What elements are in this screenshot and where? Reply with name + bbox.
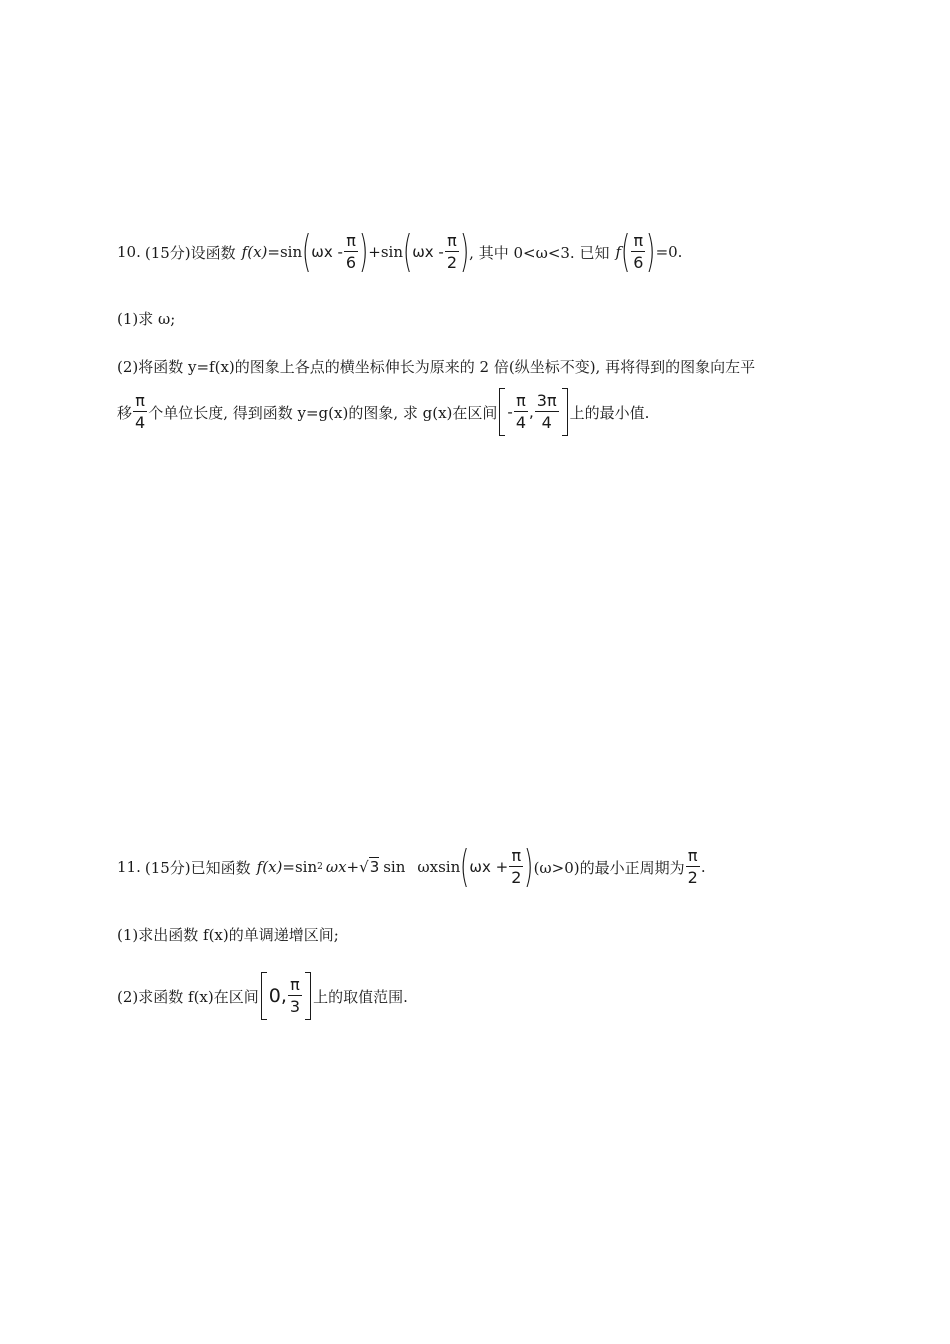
q10-paren-open-3: (	[620, 226, 631, 277]
q11-part1	[117, 924, 339, 945]
q10-part2-move: 移	[117, 403, 133, 422]
q10-bracket-open	[499, 388, 505, 436]
q10-frac-pi-6	[344, 233, 358, 271]
q10-part1	[117, 308, 175, 329]
q11-frac-pi-3	[288, 977, 302, 1015]
q10-paren-close-3: )	[646, 226, 656, 277]
q11-fx: f(x)	[256, 858, 283, 876]
q10-part2-mid: 个单位长度, 得到函数 y=g(x)的图象, 求 g(x)在区间	[148, 403, 498, 422]
q11-number: 11.	[117, 858, 141, 876]
q11-bracket-close	[305, 972, 311, 1020]
q11-sin: sin	[383, 858, 406, 876]
q10-frac-pi-6-den: 6	[345, 253, 357, 272]
q11-frac-pi-2-b-num: π	[687, 846, 698, 865]
q11-period-end: .	[700, 858, 706, 876]
q10-frac-pi-4	[133, 393, 147, 431]
q10-part1-text: (1)求 ω;	[117, 310, 176, 328]
q11-part2	[117, 972, 408, 1020]
q10-paren-close-2: )	[459, 226, 470, 277]
q10-frac-pi-4-den: 4	[135, 413, 146, 432]
q11-frac-pi-3-den: 3	[289, 997, 301, 1016]
q10-bracket-close	[562, 388, 568, 436]
q10-frac-3pi-4-den: 4	[541, 413, 552, 432]
q10-part2-line2	[117, 388, 649, 436]
q10-frac-pi-4-num: π	[135, 391, 145, 410]
q11-omega-x-sin: ωxsin	[417, 858, 461, 876]
q10-plus-sin: +sin	[368, 243, 404, 261]
q11-intro: 已知函数	[190, 858, 251, 877]
q11-part2-start: (2)求函数 f(x)在区间	[117, 987, 259, 1006]
q10-paren-open-1: (	[301, 226, 312, 277]
q11-frac-pi-2-b-den: 2	[687, 868, 698, 887]
q10-paren-open-2: (	[402, 226, 413, 277]
q11-interval-comma: ,	[280, 985, 287, 1007]
q11-frac-pi-2-a-den: 2	[511, 868, 522, 887]
q10-neg-sign: -	[507, 403, 513, 421]
q10-frac-neg-pi-4-num: π	[516, 391, 526, 410]
q10-omega-x-minus-2: ωx -	[412, 243, 444, 261]
q10-frac-pi-2-den: 2	[446, 253, 457, 272]
q10-interval-comma: ,	[529, 403, 534, 421]
q10-number: 10.	[117, 243, 141, 261]
q11-frac-pi-2-a	[509, 848, 523, 886]
q10-frac-neg-pi-4-den: 4	[515, 413, 526, 432]
q11-sqrt-3: √3	[359, 858, 380, 876]
q11-omega-x-plus: ωx+	[325, 858, 360, 876]
q11-part1-text: (1)求出函数 f(x)的单调递增区间;	[117, 926, 339, 944]
q11-part2-end: 上的取值范围.	[313, 987, 408, 1006]
q10-frac-3pi-4	[535, 393, 559, 431]
q10-f: f	[615, 243, 622, 261]
q10-frac-3pi-4-num: 3π	[536, 391, 557, 410]
q11-condition: (ω>0)的最小正周期为	[533, 858, 685, 877]
q10-omega-x-minus-1: ωx -	[311, 243, 343, 261]
q10-frac-pi-2	[445, 233, 459, 271]
q11-paren-open: (	[460, 841, 470, 892]
q10-part2-end: 上的最小值.	[569, 403, 650, 422]
q10-score: (15分)	[144, 243, 191, 262]
q10-stem	[117, 226, 683, 277]
q11-stem	[117, 841, 706, 892]
q11-square-exponent: 2	[317, 862, 323, 872]
q11-omega-x-p: ωx +	[469, 858, 509, 876]
q10-frac-pi-6-b	[631, 233, 645, 271]
q11-bracket-open	[261, 972, 267, 1020]
q10-part2-line1	[117, 356, 755, 377]
q11-score: (15分)	[144, 858, 191, 877]
q11-frac-pi-2-a-num: π	[511, 846, 522, 865]
q10-eq-sin: =sin	[267, 243, 303, 261]
q11-frac-pi-2-b	[686, 848, 700, 886]
q11-interval-zero: 0	[268, 985, 281, 1007]
q11-eq-sin: =sin	[282, 858, 318, 876]
q10-paren-close-1: )	[358, 226, 369, 277]
q10-frac-pi-6-num: π	[346, 231, 356, 250]
q10-frac-pi-2-num: π	[447, 231, 457, 250]
q10-part2-text1: (2)将函数 y=f(x)的图象上各点的横坐标伸长为原来的 2 倍(纵坐标不变), 再将得到的图象向左平	[117, 358, 756, 376]
q10-frac-pi-6-b-den: 6	[633, 253, 644, 272]
q10-condition: , 其中 0<ω<3. 已知	[469, 243, 610, 262]
q11-paren-close: )	[524, 841, 534, 892]
q10-frac-neg-pi-4	[514, 393, 528, 431]
q11-frac-pi-3-num: π	[290, 975, 300, 994]
q10-frac-pi-6-b-num: π	[633, 231, 644, 250]
q10-intro: 设函数	[190, 243, 236, 262]
q10-fx: f(x)	[241, 243, 268, 261]
q11-sqrt-radicand: 3	[369, 858, 380, 876]
q10-eq-zero: =0.	[655, 243, 683, 261]
